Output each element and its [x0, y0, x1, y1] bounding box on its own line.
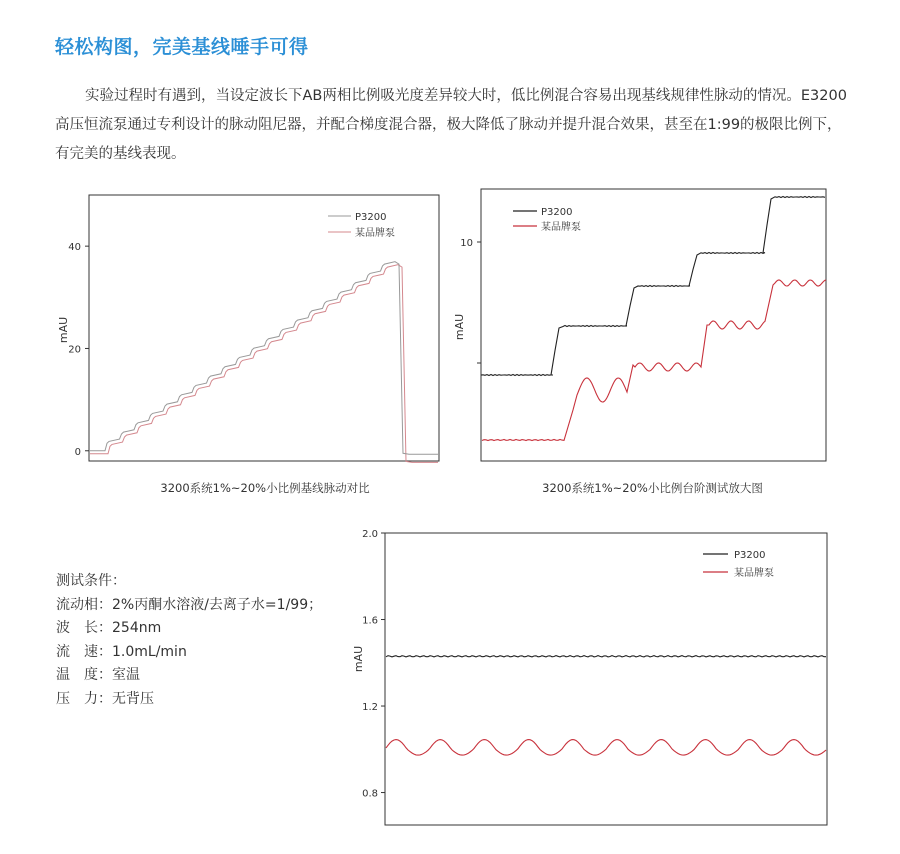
chart3-legend-p3200: P3200 [734, 550, 766, 561]
chart3-legend-brand: 某品牌泵 [734, 568, 774, 579]
chart2-legend-brand: 某品牌泵 [541, 222, 581, 233]
condition-flow-rate: 流 速：1.0mL/min [56, 643, 187, 660]
chart2-legend-p3200: P3200 [541, 207, 573, 218]
chart1-legend-p3200: P3200 [355, 212, 387, 223]
chart3-legend [703, 550, 774, 579]
chart1-series-brand [90, 265, 438, 463]
condition-mobile-phase: 流动相：2%丙酮水溶液/去离子水=1/99； [56, 596, 323, 613]
step-test-zoom-chart [455, 185, 835, 470]
conditions-heading: 测试条件： [56, 573, 126, 589]
chart1-legend-brand: 某品牌泵 [355, 228, 395, 239]
chart3-ytick-label: 0.8 [362, 788, 378, 800]
chart3-ylabel: mAU [352, 645, 365, 673]
chart2-series-brand [482, 280, 826, 441]
chart3-series-brand [386, 740, 826, 756]
chart1-ytick-label: 20 [68, 344, 81, 356]
condition-pressure: 压 力：无背压 [56, 690, 154, 707]
chart2-legend [513, 207, 581, 233]
chart2-ylabel: mAU [453, 313, 466, 341]
section-title: 轻松构图，完美基线唾手可得 [55, 36, 309, 58]
chart3-ytick-label: 1.6 [362, 615, 378, 627]
test-conditions [56, 570, 322, 711]
chart1-ytick-label: 40 [68, 242, 81, 254]
chart1-caption: 3200系统1%~20%小比例基线脉动对比 [160, 481, 370, 495]
chart3-ytick-label: 1.2 [362, 702, 378, 714]
chart2-frame [481, 189, 826, 461]
chart1-ytick-label: 0 [74, 446, 81, 458]
baseline-pulsation-chart [345, 527, 835, 829]
chart3-series-p3200 [386, 656, 826, 657]
condition-temperature: 温 度：室温 [56, 667, 140, 683]
chart3-ytick-label: 2.0 [362, 529, 378, 540]
intro-paragraph: 实验过程时有遇到，当设定波长下AB两相比例吸光度差异较大时，低比例混合容易出现基线规律性脉动的情况。E3200高压恒流泵通过专利设计的脉动阻尼器，并配合梯度混合器，极大降低了脉动并提升混合效果，甚至在1:99的极限比例下，有完美的基线表现。 [55, 88, 847, 162]
chart2-series-p3200 [481, 197, 825, 376]
chart1-legend [328, 212, 395, 239]
baseline-comparison-chart [55, 185, 445, 470]
chart1-ylabel: mAU [57, 316, 70, 344]
condition-wavelength: 波 长：254nm [56, 620, 162, 636]
chart2-ytick: 10 [460, 238, 473, 249]
chart2-caption: 3200系统1%~20%小比例台阶测试放大图 [542, 481, 763, 495]
